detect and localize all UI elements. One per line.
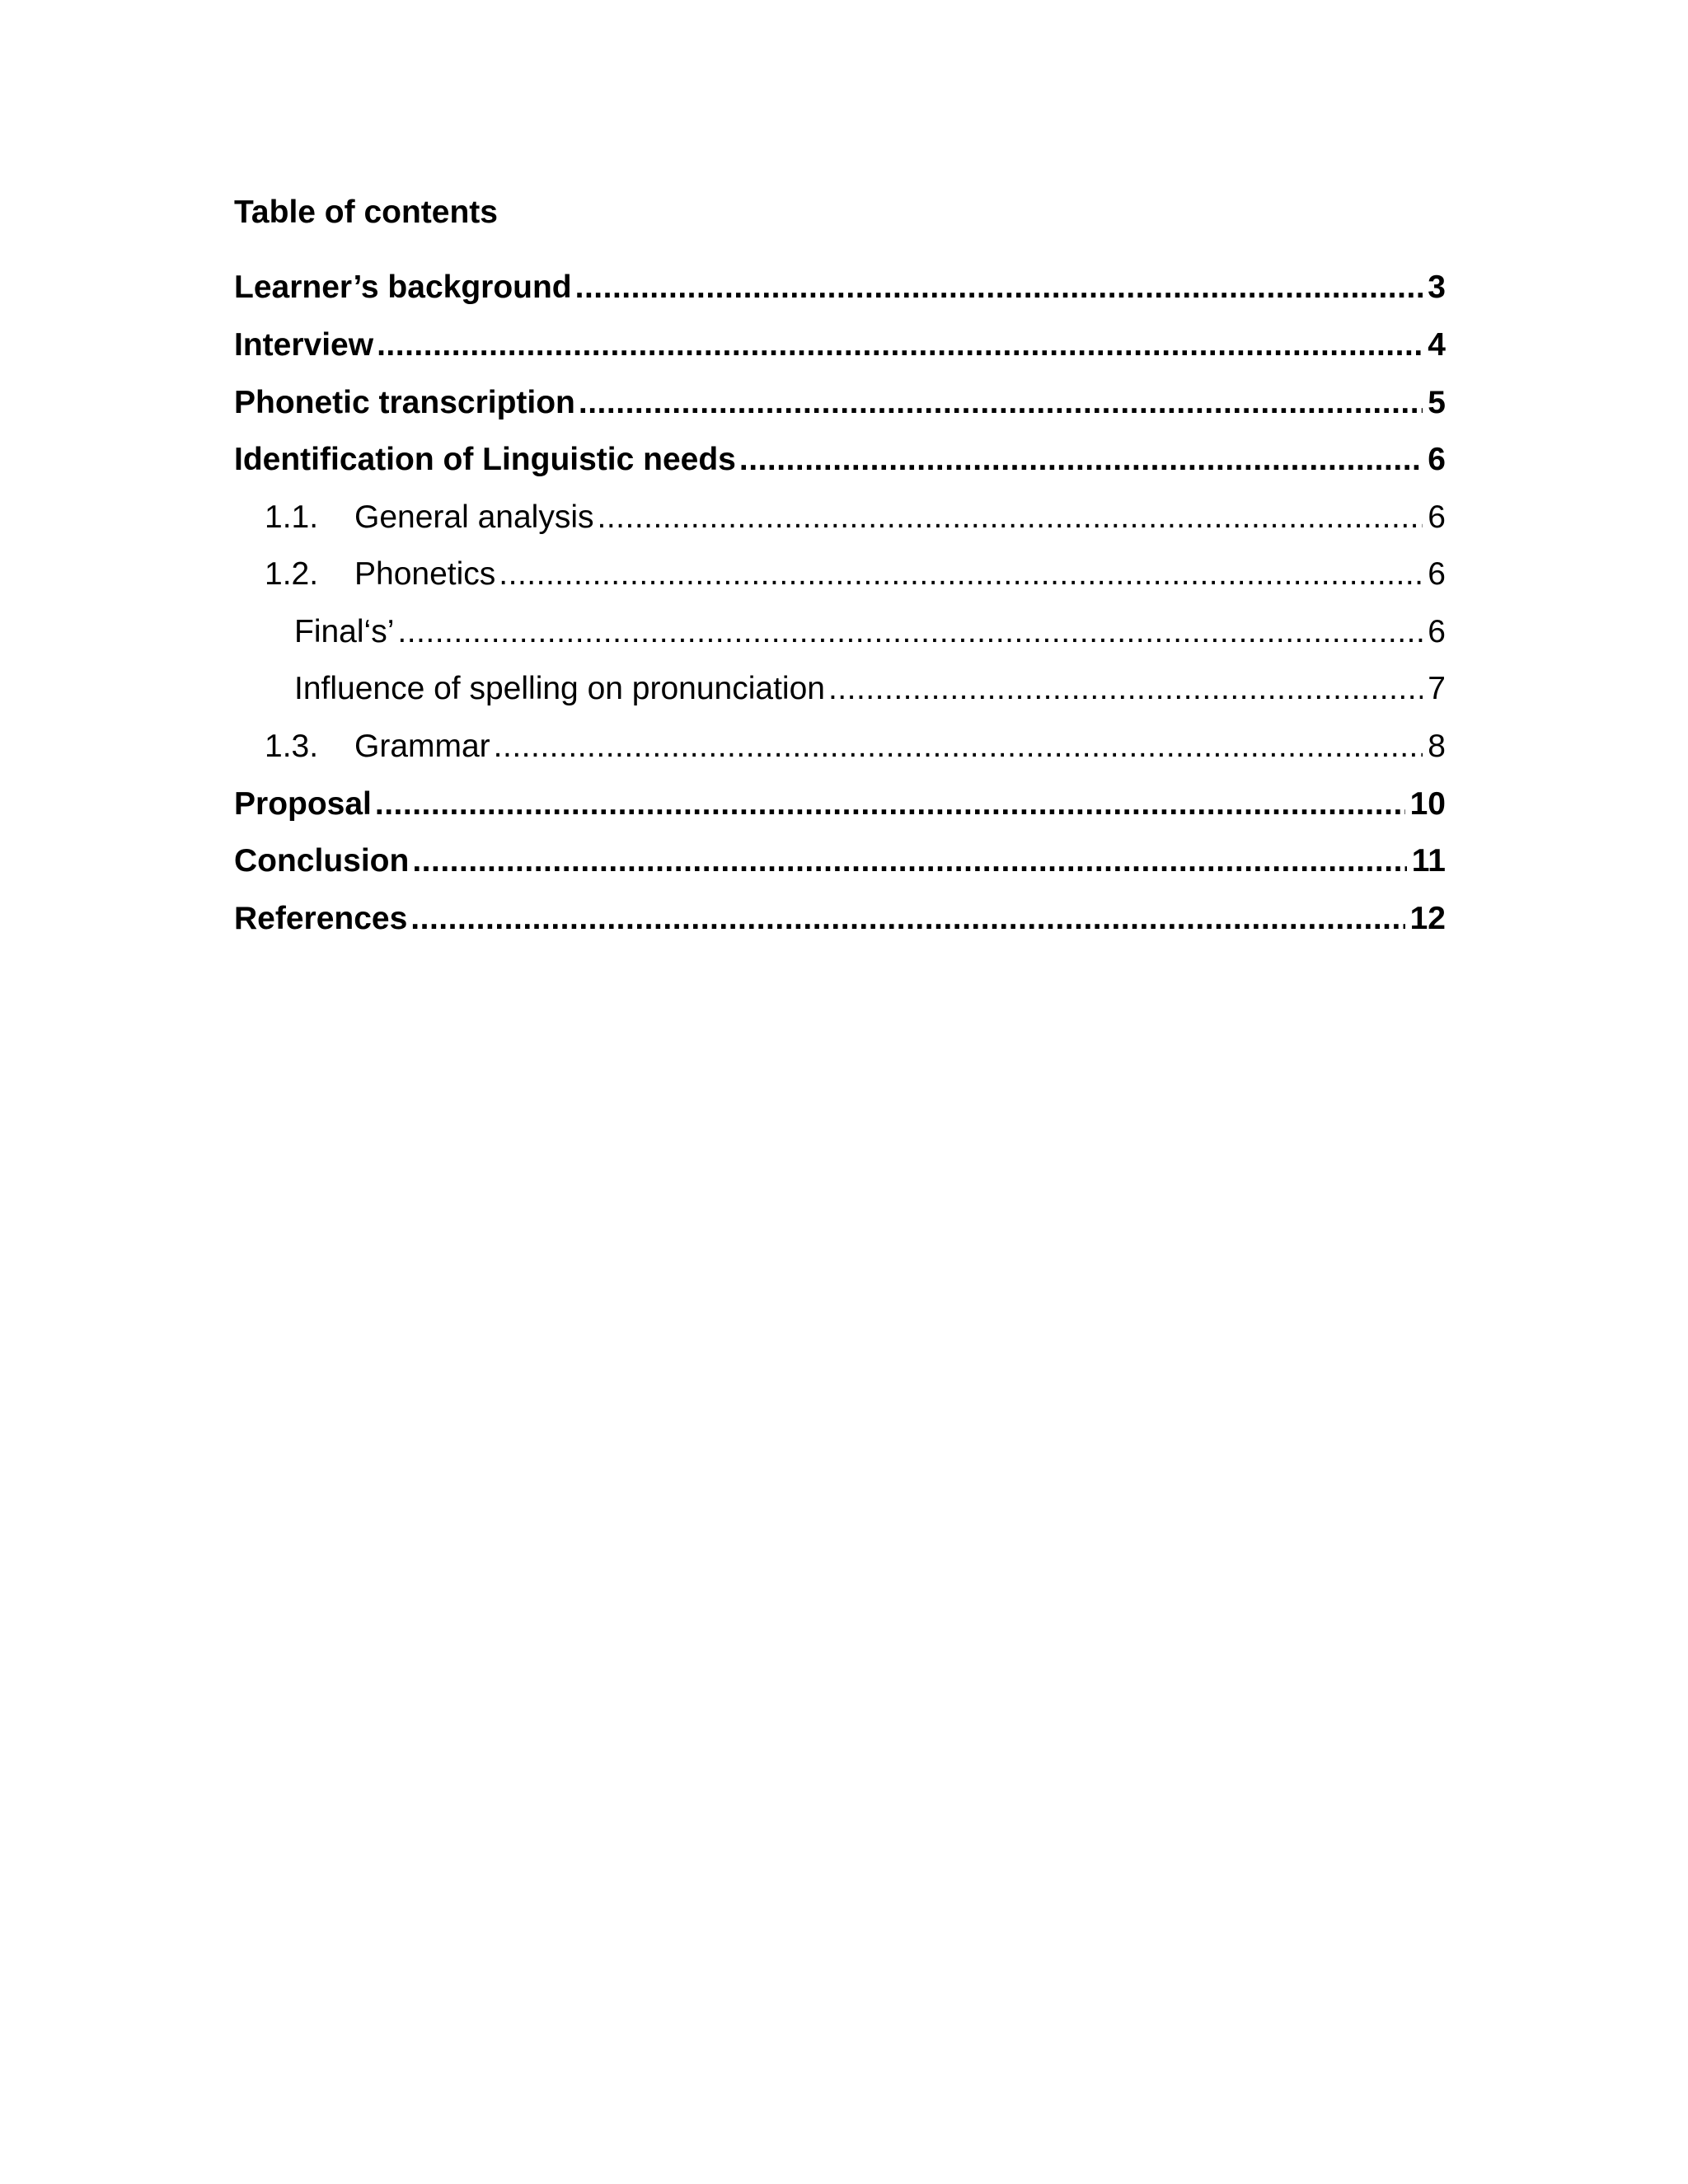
toc-entry-proposal[interactable] (234, 780, 1446, 829)
toc-entry-general-analysis[interactable] (265, 493, 1446, 542)
toc-entry-grammar[interactable] (265, 722, 1446, 771)
dot-leader (397, 607, 1423, 657)
toc-entry-label: Phonetic transcription (234, 385, 575, 420)
toc-entry-page: 6 (1428, 499, 1446, 535)
dot-leader (410, 894, 1404, 944)
toc-entry-label: Conclusion (234, 843, 410, 879)
dot-leader (579, 378, 1423, 428)
toc-entry-label: General analysis (354, 499, 594, 535)
toc-entry-interview[interactable] (234, 321, 1446, 370)
dot-leader (375, 780, 1405, 829)
toc-entry-page: 11 (1411, 843, 1446, 879)
toc-entry-references[interactable] (234, 894, 1446, 944)
toc-entry-label: Final‘s’ (294, 614, 395, 649)
toc-entry-page: 7 (1428, 671, 1446, 706)
toc-entry-label: Learner’s background (234, 269, 572, 305)
dot-leader (828, 664, 1423, 714)
toc-entry-page: 6 (1428, 614, 1446, 649)
dot-leader (739, 435, 1423, 485)
toc-entry-influence-of-spelling[interactable] (294, 664, 1446, 714)
toc-entry-page: 10 (1409, 786, 1446, 822)
toc-entry-phonetic-transcription[interactable] (234, 378, 1446, 428)
toc-entry-number: 1.3. (265, 729, 319, 764)
toc-entry-page: 3 (1428, 269, 1446, 305)
toc-entry-page: 5 (1428, 385, 1446, 420)
dot-leader (499, 550, 1423, 599)
toc-entry-label: Interview (234, 327, 374, 363)
toc-entry-conclusion[interactable] (234, 837, 1446, 886)
dot-leader (377, 321, 1423, 370)
dot-leader (494, 722, 1423, 771)
toc-entry-label: References (234, 901, 408, 936)
dot-leader (597, 493, 1423, 542)
toc-entry-label: Grammar (354, 729, 490, 764)
toc-entry-learners-background[interactable] (234, 263, 1446, 312)
toc-entry-final-s[interactable] (294, 607, 1446, 657)
toc-entry-page: 6 (1428, 442, 1446, 477)
toc-entry-number: 1.2. (265, 556, 319, 592)
toc-entry-identification-of-linguistic-needs[interactable] (234, 435, 1446, 485)
toc-entry-label: Identification of Linguistic needs (234, 442, 736, 477)
toc-entry-page: 4 (1428, 327, 1446, 363)
dot-leader (575, 263, 1423, 312)
toc-entry-label: Phonetics (354, 556, 496, 592)
toc-entry-page: 12 (1409, 901, 1446, 936)
toc-entry-page: 6 (1428, 556, 1446, 592)
dot-leader (412, 837, 1406, 886)
toc-entry-label: Proposal (234, 786, 372, 822)
toc-entry-phonetics[interactable] (265, 550, 1446, 599)
toc-entry-number: 1.1. (265, 499, 319, 535)
toc-heading: Table of contents (234, 194, 498, 230)
toc-entry-label: Influence of spelling on pronunciation (294, 671, 825, 706)
toc-entry-page: 8 (1428, 729, 1446, 764)
